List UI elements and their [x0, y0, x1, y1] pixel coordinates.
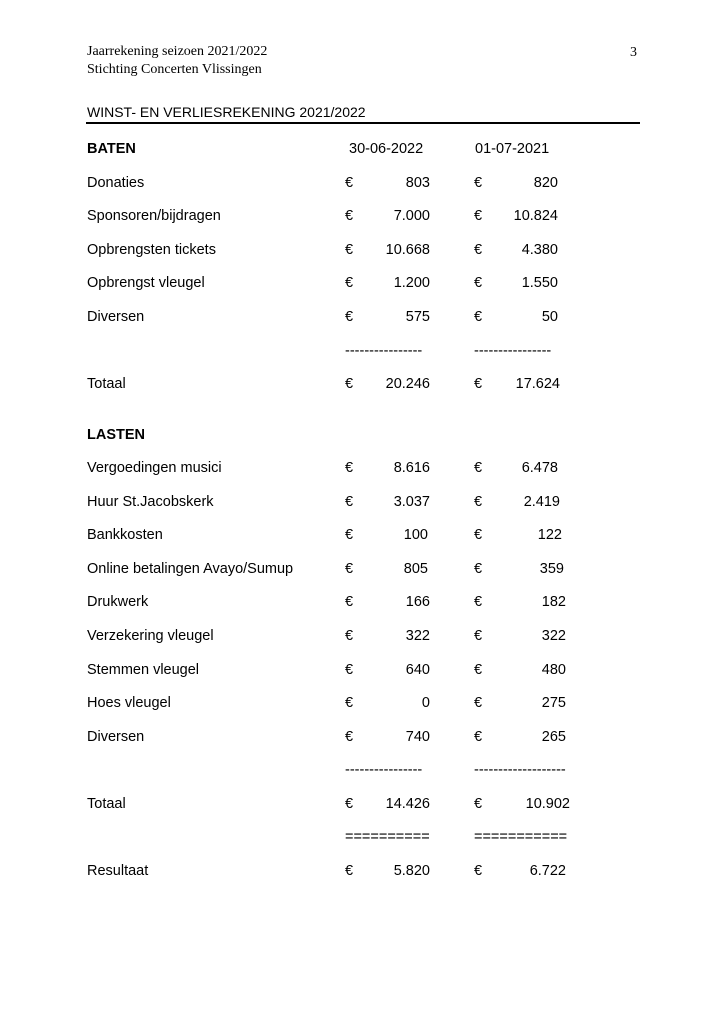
row-label: Opbrengst vleugel: [87, 275, 205, 291]
title-underline: [86, 122, 640, 124]
value-2021: 50: [541, 309, 558, 325]
row-label: Huur St.Jacobskerk: [87, 494, 214, 510]
value-2022: 0: [421, 695, 430, 711]
euro-symbol: €: [474, 628, 483, 644]
total-double-rule: ==========: [345, 829, 430, 845]
value-2021: 4.380: [521, 242, 558, 258]
euro-symbol: €: [474, 527, 483, 543]
total-2021: 10.902: [525, 796, 570, 812]
value-2022: 803: [405, 175, 430, 191]
value-2022: 322: [405, 628, 430, 644]
euro-symbol: €: [474, 175, 483, 191]
euro-symbol: €: [474, 662, 483, 678]
euro-symbol: €: [345, 695, 354, 711]
row-label: Online betalingen Avayo/Sumup: [87, 561, 294, 577]
euro-symbol: €: [345, 729, 354, 745]
euro-symbol: €: [474, 376, 483, 392]
row-label: Opbrengsten tickets: [87, 242, 216, 258]
value-2021: 322: [541, 628, 566, 644]
result-2022: 5.820: [393, 863, 430, 879]
euro-symbol: €: [345, 208, 354, 224]
value-2021: 2.419: [523, 494, 560, 510]
value-2021: 6.478: [521, 460, 558, 476]
subtotal-separator: ----------------: [345, 343, 423, 359]
euro-symbol: €: [474, 695, 483, 711]
euro-symbol: €: [474, 309, 483, 325]
lasten-heading: LASTEN: [87, 427, 145, 443]
row-label: Stemmen vleugel: [87, 662, 200, 678]
euro-symbol: €: [345, 561, 354, 577]
result-label: Resultaat: [87, 863, 149, 879]
value-2022: 1.200: [393, 275, 430, 291]
euro-symbol: €: [474, 796, 483, 812]
value-2022: 3.037: [393, 494, 430, 510]
row-label: Sponsoren/bijdragen: [87, 208, 221, 224]
total-label: Totaal: [87, 376, 126, 392]
column-header-2022: 30-06-2022: [349, 141, 424, 157]
row-label: Vergoedingen musici: [87, 460, 222, 476]
header-organization: Stichting Concerten Vlissingen: [87, 62, 262, 77]
euro-symbol: €: [474, 275, 483, 291]
row-label: Donaties: [87, 175, 145, 191]
euro-symbol: €: [474, 729, 483, 745]
euro-symbol: €: [345, 527, 354, 543]
value-2021: 10.824: [513, 208, 558, 224]
value-2021: 275: [541, 695, 566, 711]
euro-symbol: €: [474, 208, 483, 224]
header-title: Jaarrekening seizoen 2021/2022: [87, 44, 268, 59]
result-2021: 6.722: [529, 863, 566, 879]
subtotal-separator: ----------------: [345, 762, 423, 778]
euro-symbol: €: [345, 376, 354, 392]
total-2022: 14.426: [385, 796, 430, 812]
euro-symbol: €: [345, 662, 354, 678]
value-2022: 10.668: [385, 242, 430, 258]
euro-symbol: €: [345, 628, 354, 644]
value-2021: 480: [541, 662, 566, 678]
euro-symbol: €: [345, 863, 354, 879]
column-header-2021: 01-07-2021: [475, 141, 550, 157]
euro-symbol: €: [345, 460, 354, 476]
total-double-rule: ===========: [474, 829, 568, 845]
value-2022: 7.000: [393, 208, 430, 224]
row-label: Diversen: [87, 309, 145, 325]
value-2021: 359: [539, 561, 564, 577]
baten-heading: BATEN: [87, 141, 136, 157]
value-2021: 182: [541, 594, 566, 610]
value-2021: 820: [533, 175, 558, 191]
value-2022: 640: [405, 662, 430, 678]
euro-symbol: €: [345, 242, 354, 258]
euro-symbol: €: [345, 796, 354, 812]
euro-symbol: €: [345, 309, 354, 325]
euro-symbol: €: [474, 494, 483, 510]
value-2021: 265: [541, 729, 566, 745]
euro-symbol: €: [345, 494, 354, 510]
page-number: 3: [630, 45, 637, 60]
euro-symbol: €: [474, 561, 483, 577]
euro-symbol: €: [474, 460, 483, 476]
total-2021: 17.624: [515, 376, 560, 392]
value-2022: 166: [405, 594, 430, 610]
row-label: Drukwerk: [87, 594, 149, 610]
value-2022: 575: [405, 309, 430, 325]
euro-symbol: €: [474, 242, 483, 258]
row-label: Hoes vleugel: [87, 695, 171, 711]
row-label: Diversen: [87, 729, 145, 745]
row-label: Verzekering vleugel: [87, 628, 214, 644]
statement-title: WINST- EN VERLIESREKENING 2021/2022: [87, 104, 366, 120]
euro-symbol: €: [474, 863, 483, 879]
value-2022: 740: [405, 729, 430, 745]
row-label: Bankkosten: [87, 527, 163, 543]
euro-symbol: €: [345, 175, 354, 191]
value-2021: 122: [537, 527, 562, 543]
euro-symbol: €: [345, 275, 354, 291]
subtotal-separator: ----------------: [474, 343, 552, 359]
value-2022: 805: [403, 561, 428, 577]
euro-symbol: €: [345, 594, 354, 610]
total-label: Totaal: [87, 796, 126, 812]
value-2022: 100: [403, 527, 428, 543]
value-2021: 1.550: [521, 275, 558, 291]
value-2022: 8.616: [393, 460, 430, 476]
total-2022: 20.246: [385, 376, 430, 392]
subtotal-separator: -------------------: [474, 762, 566, 778]
euro-symbol: €: [474, 594, 483, 610]
